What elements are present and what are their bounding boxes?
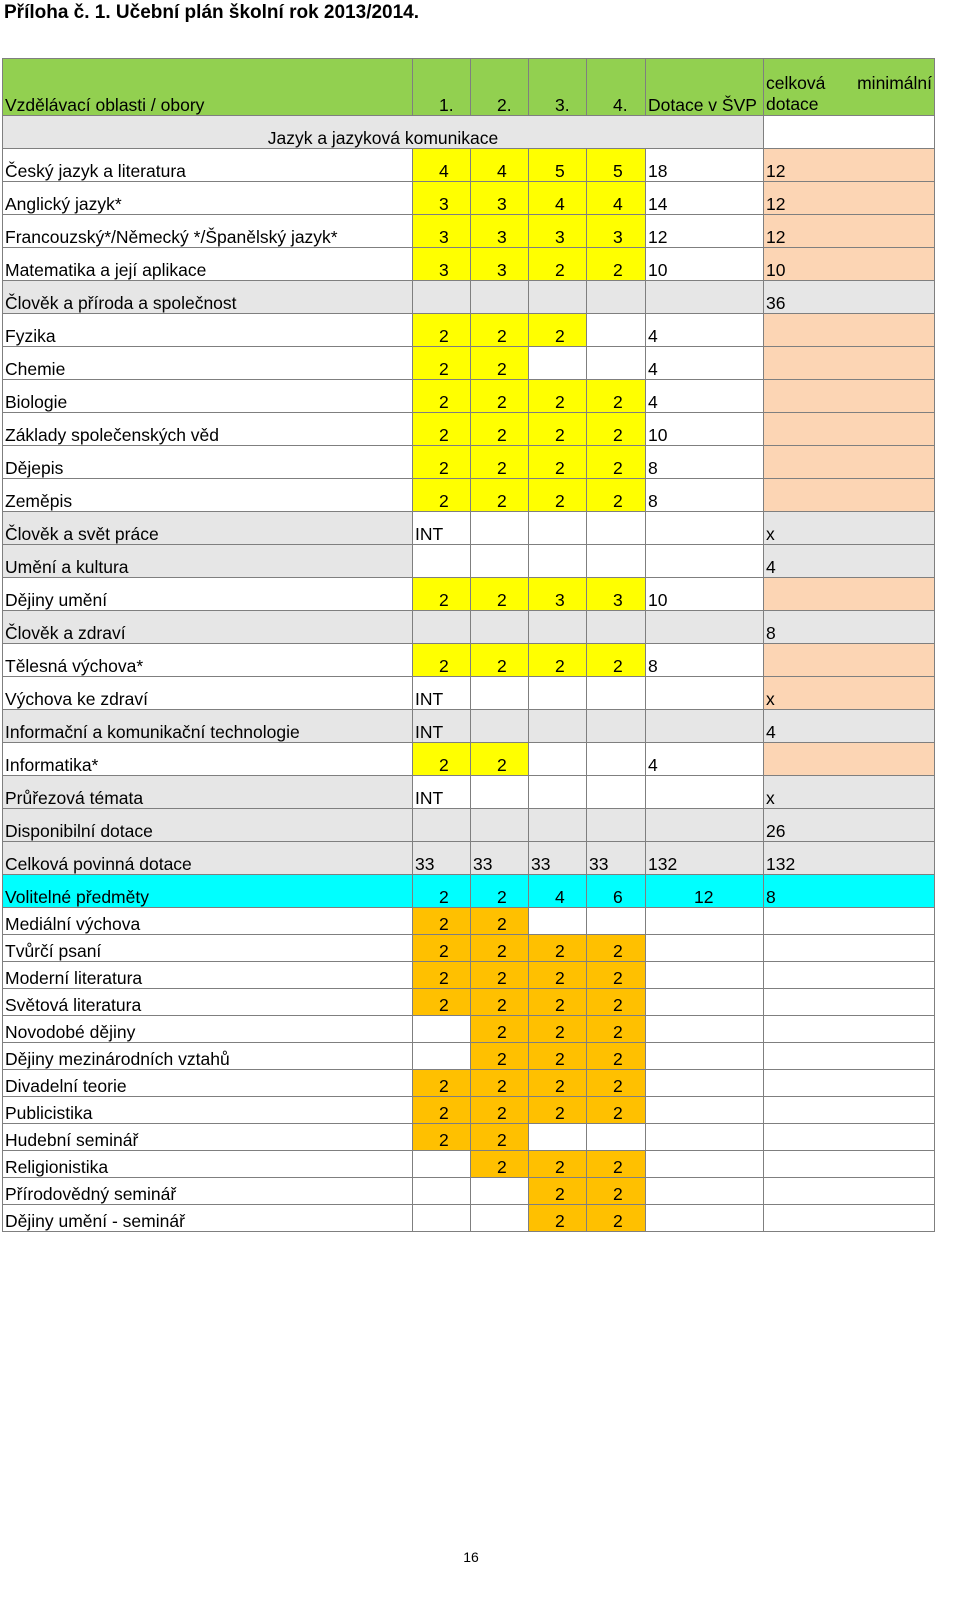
elective-year-4: 2 bbox=[587, 935, 646, 962]
elective-svp-empty bbox=[646, 1205, 764, 1232]
elective-year-1: 2 bbox=[413, 1124, 471, 1151]
year-3-value: 5 bbox=[529, 149, 587, 182]
year-1-value bbox=[413, 281, 471, 314]
year-3-value: 2 bbox=[529, 446, 587, 479]
electives-header-row bbox=[3, 875, 935, 908]
year-4-value: 2 bbox=[587, 413, 646, 446]
elective-min-empty bbox=[764, 1097, 935, 1124]
year-1-value bbox=[413, 611, 471, 644]
year-3-value: 2 bbox=[529, 479, 587, 512]
elective-row bbox=[3, 908, 935, 935]
minimum-value bbox=[764, 743, 935, 776]
minimum-value: 8 bbox=[764, 611, 935, 644]
minimum-value: 132 bbox=[764, 842, 935, 875]
year-2-value: 2 bbox=[471, 644, 529, 677]
elective-subject: Přírodovědný seminář bbox=[3, 1178, 413, 1205]
elective-min-empty bbox=[764, 1151, 935, 1178]
svp-value: 4 bbox=[646, 347, 764, 380]
header-row bbox=[3, 59, 935, 116]
header-min-word2: minimální bbox=[857, 73, 932, 93]
elective-year-3: 2 bbox=[529, 989, 587, 1016]
svp-value bbox=[646, 809, 764, 842]
year-4-value bbox=[587, 611, 646, 644]
elective-year-3: 2 bbox=[529, 1043, 587, 1070]
elective-row bbox=[3, 1097, 935, 1124]
header-area: Vzdělávací oblasti / obory bbox=[3, 59, 413, 116]
elective-year-3 bbox=[529, 1124, 587, 1151]
elective-year-2: 2 bbox=[471, 989, 529, 1016]
table-row bbox=[3, 314, 935, 347]
year-1-value: 4 bbox=[413, 149, 471, 182]
svp-value: 10 bbox=[646, 578, 764, 611]
year-3-value bbox=[529, 512, 587, 545]
year-3-value: 33 bbox=[529, 842, 587, 875]
elective-svp-empty bbox=[646, 989, 764, 1016]
year-3-value bbox=[529, 677, 587, 710]
year-1-value: 2 bbox=[413, 446, 471, 479]
year-2-value: 2 bbox=[471, 413, 529, 446]
table-row bbox=[3, 512, 935, 545]
minimum-value: 12 bbox=[764, 215, 935, 248]
year-2-value bbox=[471, 281, 529, 314]
minimum-value bbox=[764, 446, 935, 479]
header-min-word1: celková bbox=[766, 73, 826, 93]
elective-year-2 bbox=[471, 1205, 529, 1232]
year-2-value bbox=[471, 710, 529, 743]
row-subject: Člověk a svět práce bbox=[3, 512, 413, 545]
elective-min-empty bbox=[764, 1178, 935, 1205]
elective-min-empty bbox=[764, 962, 935, 989]
table-row bbox=[3, 545, 935, 578]
year-4-value: 33 bbox=[587, 842, 646, 875]
year-3-value: 2 bbox=[529, 248, 587, 281]
elective-year-1: 2 bbox=[413, 1070, 471, 1097]
svp-value bbox=[646, 710, 764, 743]
elective-year-2: 2 bbox=[471, 908, 529, 935]
header-year-4: 4. bbox=[587, 59, 646, 116]
elective-year-1: 2 bbox=[413, 935, 471, 962]
table-row bbox=[3, 149, 935, 182]
row-subject: Disponibilní dotace bbox=[3, 809, 413, 842]
table-row bbox=[3, 116, 935, 149]
year-2-value: 3 bbox=[471, 182, 529, 215]
elective-year-4: 2 bbox=[587, 1097, 646, 1124]
elective-year-1: 2 bbox=[413, 908, 471, 935]
year-2-value bbox=[471, 776, 529, 809]
year-2-value bbox=[471, 677, 529, 710]
year-4-value: 3 bbox=[587, 578, 646, 611]
year-4-value: 2 bbox=[587, 644, 646, 677]
elective-subject: Světová literatura bbox=[3, 989, 413, 1016]
year-3-value: 2 bbox=[529, 644, 587, 677]
year-4-value bbox=[587, 347, 646, 380]
elective-year-3: 2 bbox=[529, 1016, 587, 1043]
row-subject: Tělesná výchova* bbox=[3, 644, 413, 677]
elective-year-3: 2 bbox=[529, 1178, 587, 1205]
year-2-value: 4 bbox=[471, 149, 529, 182]
elective-year-1 bbox=[413, 1205, 471, 1232]
minimum-value bbox=[764, 314, 935, 347]
minimum-value: 12 bbox=[764, 182, 935, 215]
year-1-value: INT bbox=[413, 677, 471, 710]
year-4-value bbox=[587, 314, 646, 347]
year-4-value: 2 bbox=[587, 446, 646, 479]
elective-svp-empty bbox=[646, 962, 764, 989]
elective-svp-empty bbox=[646, 935, 764, 962]
year-1-value: INT bbox=[413, 776, 471, 809]
svp-value: 4 bbox=[646, 743, 764, 776]
year-2-value bbox=[471, 512, 529, 545]
elective-min-empty bbox=[764, 1205, 935, 1232]
elective-year-1 bbox=[413, 1016, 471, 1043]
elective-row bbox=[3, 962, 935, 989]
minimum-value: 10 bbox=[764, 248, 935, 281]
minimum-value: x bbox=[764, 776, 935, 809]
elective-svp-empty bbox=[646, 908, 764, 935]
minimum-value bbox=[764, 380, 935, 413]
header-year-3: 3. bbox=[529, 59, 587, 116]
year-3-value bbox=[529, 809, 587, 842]
year-2-value: 2 bbox=[471, 380, 529, 413]
electives-svp: 12 bbox=[646, 875, 764, 908]
elective-min-empty bbox=[764, 935, 935, 962]
year-3-value: 3 bbox=[529, 578, 587, 611]
electives-year-1: 2 bbox=[413, 875, 471, 908]
header-year-2: 2. bbox=[471, 59, 529, 116]
row-subject: Informatika* bbox=[3, 743, 413, 776]
elective-svp-empty bbox=[646, 1097, 764, 1124]
elective-min-empty bbox=[764, 908, 935, 935]
elective-year-3: 2 bbox=[529, 1097, 587, 1124]
table-row bbox=[3, 182, 935, 215]
table-row bbox=[3, 446, 935, 479]
svp-value bbox=[646, 611, 764, 644]
year-1-value: 3 bbox=[413, 182, 471, 215]
elective-row bbox=[3, 1124, 935, 1151]
row-subject: Zeměpis bbox=[3, 479, 413, 512]
year-1-value: 2 bbox=[413, 314, 471, 347]
row-subject: Biologie bbox=[3, 380, 413, 413]
year-4-value bbox=[587, 512, 646, 545]
year-1-value: 2 bbox=[413, 413, 471, 446]
svp-value: 18 bbox=[646, 149, 764, 182]
curriculum-table bbox=[2, 58, 935, 1232]
year-2-value: 2 bbox=[471, 314, 529, 347]
elective-row bbox=[3, 935, 935, 962]
year-2-value: 2 bbox=[471, 479, 529, 512]
minimum-value: x bbox=[764, 677, 935, 710]
elective-year-4: 2 bbox=[587, 989, 646, 1016]
year-3-value bbox=[529, 710, 587, 743]
elective-subject: Hudební seminář bbox=[3, 1124, 413, 1151]
year-2-value: 3 bbox=[471, 215, 529, 248]
year-1-value: 2 bbox=[413, 380, 471, 413]
elective-subject: Divadelní teorie bbox=[3, 1070, 413, 1097]
elective-svp-empty bbox=[646, 1151, 764, 1178]
elective-year-4: 2 bbox=[587, 1016, 646, 1043]
svp-value: 132 bbox=[646, 842, 764, 875]
elective-year-4 bbox=[587, 1124, 646, 1151]
row-subject: Dějepis bbox=[3, 446, 413, 479]
year-3-value: 3 bbox=[529, 215, 587, 248]
elective-year-2: 2 bbox=[471, 1097, 529, 1124]
row-subject: Člověk a příroda a společnost bbox=[3, 281, 413, 314]
elective-year-1: 2 bbox=[413, 1097, 471, 1124]
row-subject: Fyzika bbox=[3, 314, 413, 347]
elective-year-4: 2 bbox=[587, 962, 646, 989]
year-1-value: 2 bbox=[413, 644, 471, 677]
table-row bbox=[3, 413, 935, 446]
year-3-value: 2 bbox=[529, 380, 587, 413]
elective-year-3: 2 bbox=[529, 935, 587, 962]
elective-min-empty bbox=[764, 989, 935, 1016]
year-2-value: 2 bbox=[471, 578, 529, 611]
minimum-value bbox=[764, 413, 935, 446]
year-4-value: 5 bbox=[587, 149, 646, 182]
year-4-value bbox=[587, 281, 646, 314]
elective-subject: Tvůrčí psaní bbox=[3, 935, 413, 962]
table-row bbox=[3, 743, 935, 776]
electives-year-2: 2 bbox=[471, 875, 529, 908]
elective-year-1: 2 bbox=[413, 962, 471, 989]
elective-year-2: 2 bbox=[471, 962, 529, 989]
svp-value bbox=[646, 776, 764, 809]
elective-year-4: 2 bbox=[587, 1178, 646, 1205]
elective-year-4: 2 bbox=[587, 1043, 646, 1070]
elective-subject: Mediální výchova bbox=[3, 908, 413, 935]
year-4-value: 2 bbox=[587, 248, 646, 281]
year-4-value bbox=[587, 743, 646, 776]
minimum-value: 4 bbox=[764, 545, 935, 578]
table-row bbox=[3, 677, 935, 710]
elective-year-1 bbox=[413, 1043, 471, 1070]
year-3-value bbox=[529, 545, 587, 578]
elective-row bbox=[3, 1070, 935, 1097]
row-subject: Dějiny umění bbox=[3, 578, 413, 611]
elective-subject: Dějiny mezinárodních vztahů bbox=[3, 1043, 413, 1070]
elective-row bbox=[3, 989, 935, 1016]
elective-year-1: 2 bbox=[413, 989, 471, 1016]
year-4-value bbox=[587, 710, 646, 743]
year-2-value: 33 bbox=[471, 842, 529, 875]
elective-year-4: 2 bbox=[587, 1070, 646, 1097]
elective-min-empty bbox=[764, 1124, 935, 1151]
minimum-value bbox=[764, 578, 935, 611]
year-3-value: 4 bbox=[529, 182, 587, 215]
electives-year-4: 6 bbox=[587, 875, 646, 908]
elective-year-3: 2 bbox=[529, 1070, 587, 1097]
year-4-value bbox=[587, 545, 646, 578]
year-1-value: INT bbox=[413, 512, 471, 545]
year-4-value: 2 bbox=[587, 380, 646, 413]
year-4-value: 4 bbox=[587, 182, 646, 215]
year-1-value bbox=[413, 545, 471, 578]
year-3-value bbox=[529, 743, 587, 776]
elective-year-2: 2 bbox=[471, 1043, 529, 1070]
svp-value: 8 bbox=[646, 479, 764, 512]
year-1-value: INT bbox=[413, 710, 471, 743]
elective-min-empty bbox=[764, 1070, 935, 1097]
year-1-value bbox=[413, 809, 471, 842]
year-1-value: 3 bbox=[413, 248, 471, 281]
svp-value: 4 bbox=[646, 314, 764, 347]
year-3-value bbox=[529, 776, 587, 809]
row-subject: Celková povinná dotace bbox=[3, 842, 413, 875]
table-row bbox=[3, 347, 935, 380]
elective-svp-empty bbox=[646, 1016, 764, 1043]
elective-year-2: 2 bbox=[471, 1124, 529, 1151]
year-2-value bbox=[471, 611, 529, 644]
elective-year-4: 2 bbox=[587, 1151, 646, 1178]
table-row bbox=[3, 809, 935, 842]
elective-row bbox=[3, 1178, 935, 1205]
year-3-value bbox=[529, 611, 587, 644]
table-row bbox=[3, 776, 935, 809]
year-1-value: 2 bbox=[413, 347, 471, 380]
year-3-value: 2 bbox=[529, 314, 587, 347]
year-1-value: 2 bbox=[413, 479, 471, 512]
electives-year-3: 4 bbox=[529, 875, 587, 908]
table-row bbox=[3, 380, 935, 413]
elective-year-2: 2 bbox=[471, 935, 529, 962]
year-2-value: 2 bbox=[471, 347, 529, 380]
table-row bbox=[3, 710, 935, 743]
table-row bbox=[3, 842, 935, 875]
elective-subject: Publicistika bbox=[3, 1097, 413, 1124]
elective-min-empty bbox=[764, 1016, 935, 1043]
row-subject: Matematika a její aplikace bbox=[3, 248, 413, 281]
year-1-value: 3 bbox=[413, 215, 471, 248]
row-subject: Český jazyk a literatura bbox=[3, 149, 413, 182]
minimum-value bbox=[764, 116, 935, 149]
svp-value: 10 bbox=[646, 248, 764, 281]
electives-minimum: 8 bbox=[764, 875, 935, 908]
svp-value: 12 bbox=[646, 215, 764, 248]
year-4-value bbox=[587, 677, 646, 710]
svp-value: 4 bbox=[646, 380, 764, 413]
elective-year-1 bbox=[413, 1151, 471, 1178]
elective-min-empty bbox=[764, 1043, 935, 1070]
elective-year-2 bbox=[471, 1178, 529, 1205]
svp-value bbox=[646, 545, 764, 578]
year-3-value: 2 bbox=[529, 413, 587, 446]
svp-value bbox=[646, 281, 764, 314]
document-title: Příloha č. 1. Učební plán školní rok 2013/2014. bbox=[4, 2, 420, 23]
row-subject: Umění a kultura bbox=[3, 545, 413, 578]
year-3-value bbox=[529, 281, 587, 314]
row-subject: Výchova ke zdraví bbox=[3, 677, 413, 710]
elective-row bbox=[3, 1205, 935, 1232]
elective-year-2: 2 bbox=[471, 1151, 529, 1178]
header-min-word3: dotace bbox=[766, 94, 819, 114]
row-subject: Chemie bbox=[3, 347, 413, 380]
elective-row bbox=[3, 1043, 935, 1070]
minimum-value: 12 bbox=[764, 149, 935, 182]
elective-subject: Dějiny umění - seminář bbox=[3, 1205, 413, 1232]
year-1-value: 2 bbox=[413, 578, 471, 611]
table-row bbox=[3, 281, 935, 314]
svp-value: 14 bbox=[646, 182, 764, 215]
table-row bbox=[3, 644, 935, 677]
svp-value: 8 bbox=[646, 446, 764, 479]
elective-row bbox=[3, 1151, 935, 1178]
svp-value: 8 bbox=[646, 644, 764, 677]
header-year-1: 1. bbox=[413, 59, 471, 116]
elective-subject: Religionistika bbox=[3, 1151, 413, 1178]
row-subject: Anglický jazyk* bbox=[3, 182, 413, 215]
row-subject: Základy společenských věd bbox=[3, 413, 413, 446]
minimum-value bbox=[764, 479, 935, 512]
year-2-value bbox=[471, 545, 529, 578]
minimum-value: x bbox=[764, 512, 935, 545]
minimum-value bbox=[764, 347, 935, 380]
year-1-value: 2 bbox=[413, 743, 471, 776]
year-1-value: 33 bbox=[413, 842, 471, 875]
year-4-value bbox=[587, 809, 646, 842]
table-row bbox=[3, 611, 935, 644]
elective-year-4 bbox=[587, 908, 646, 935]
elective-svp-empty bbox=[646, 1070, 764, 1097]
elective-year-3: 2 bbox=[529, 962, 587, 989]
minimum-value bbox=[764, 644, 935, 677]
elective-svp-empty bbox=[646, 1178, 764, 1205]
elective-svp-empty bbox=[646, 1124, 764, 1151]
row-subject: Člověk a zdraví bbox=[3, 611, 413, 644]
year-2-value bbox=[471, 809, 529, 842]
elective-year-2: 2 bbox=[471, 1016, 529, 1043]
elective-year-3: 2 bbox=[529, 1205, 587, 1232]
year-4-value: 2 bbox=[587, 479, 646, 512]
svp-value: 10 bbox=[646, 413, 764, 446]
year-4-value bbox=[587, 776, 646, 809]
minimum-value: 4 bbox=[764, 710, 935, 743]
elective-subject: Moderní literatura bbox=[3, 962, 413, 989]
row-subject: Francouzský*/Německý */Španělský jazyk* bbox=[3, 215, 413, 248]
row-subject: Průřezová témata bbox=[3, 776, 413, 809]
year-3-value bbox=[529, 347, 587, 380]
year-2-value: 2 bbox=[471, 446, 529, 479]
elective-year-3: 2 bbox=[529, 1151, 587, 1178]
elective-row bbox=[3, 1016, 935, 1043]
year-4-value: 3 bbox=[587, 215, 646, 248]
table-row bbox=[3, 578, 935, 611]
elective-subject: Novodobé dějiny bbox=[3, 1016, 413, 1043]
table-row bbox=[3, 479, 935, 512]
elective-year-3 bbox=[529, 908, 587, 935]
elective-svp-empty bbox=[646, 1043, 764, 1070]
svp-value bbox=[646, 677, 764, 710]
table-row bbox=[3, 248, 935, 281]
minimum-value: 36 bbox=[764, 281, 935, 314]
year-2-value: 2 bbox=[471, 743, 529, 776]
row-subject: Informační a komunikační technologie bbox=[3, 710, 413, 743]
elective-year-4: 2 bbox=[587, 1205, 646, 1232]
header-minimal bbox=[764, 59, 935, 116]
minimum-value: 26 bbox=[764, 809, 935, 842]
table-row bbox=[3, 215, 935, 248]
page-number: 16 bbox=[463, 1549, 479, 1565]
year-2-value: 3 bbox=[471, 248, 529, 281]
header-svp: Dotace v ŠVP bbox=[646, 59, 764, 116]
row-subject: Jazyk a jazyková komunikace bbox=[3, 116, 764, 149]
svp-value bbox=[646, 512, 764, 545]
elective-year-1 bbox=[413, 1178, 471, 1205]
electives-label: Volitelné předměty bbox=[3, 875, 413, 908]
elective-year-2: 2 bbox=[471, 1070, 529, 1097]
